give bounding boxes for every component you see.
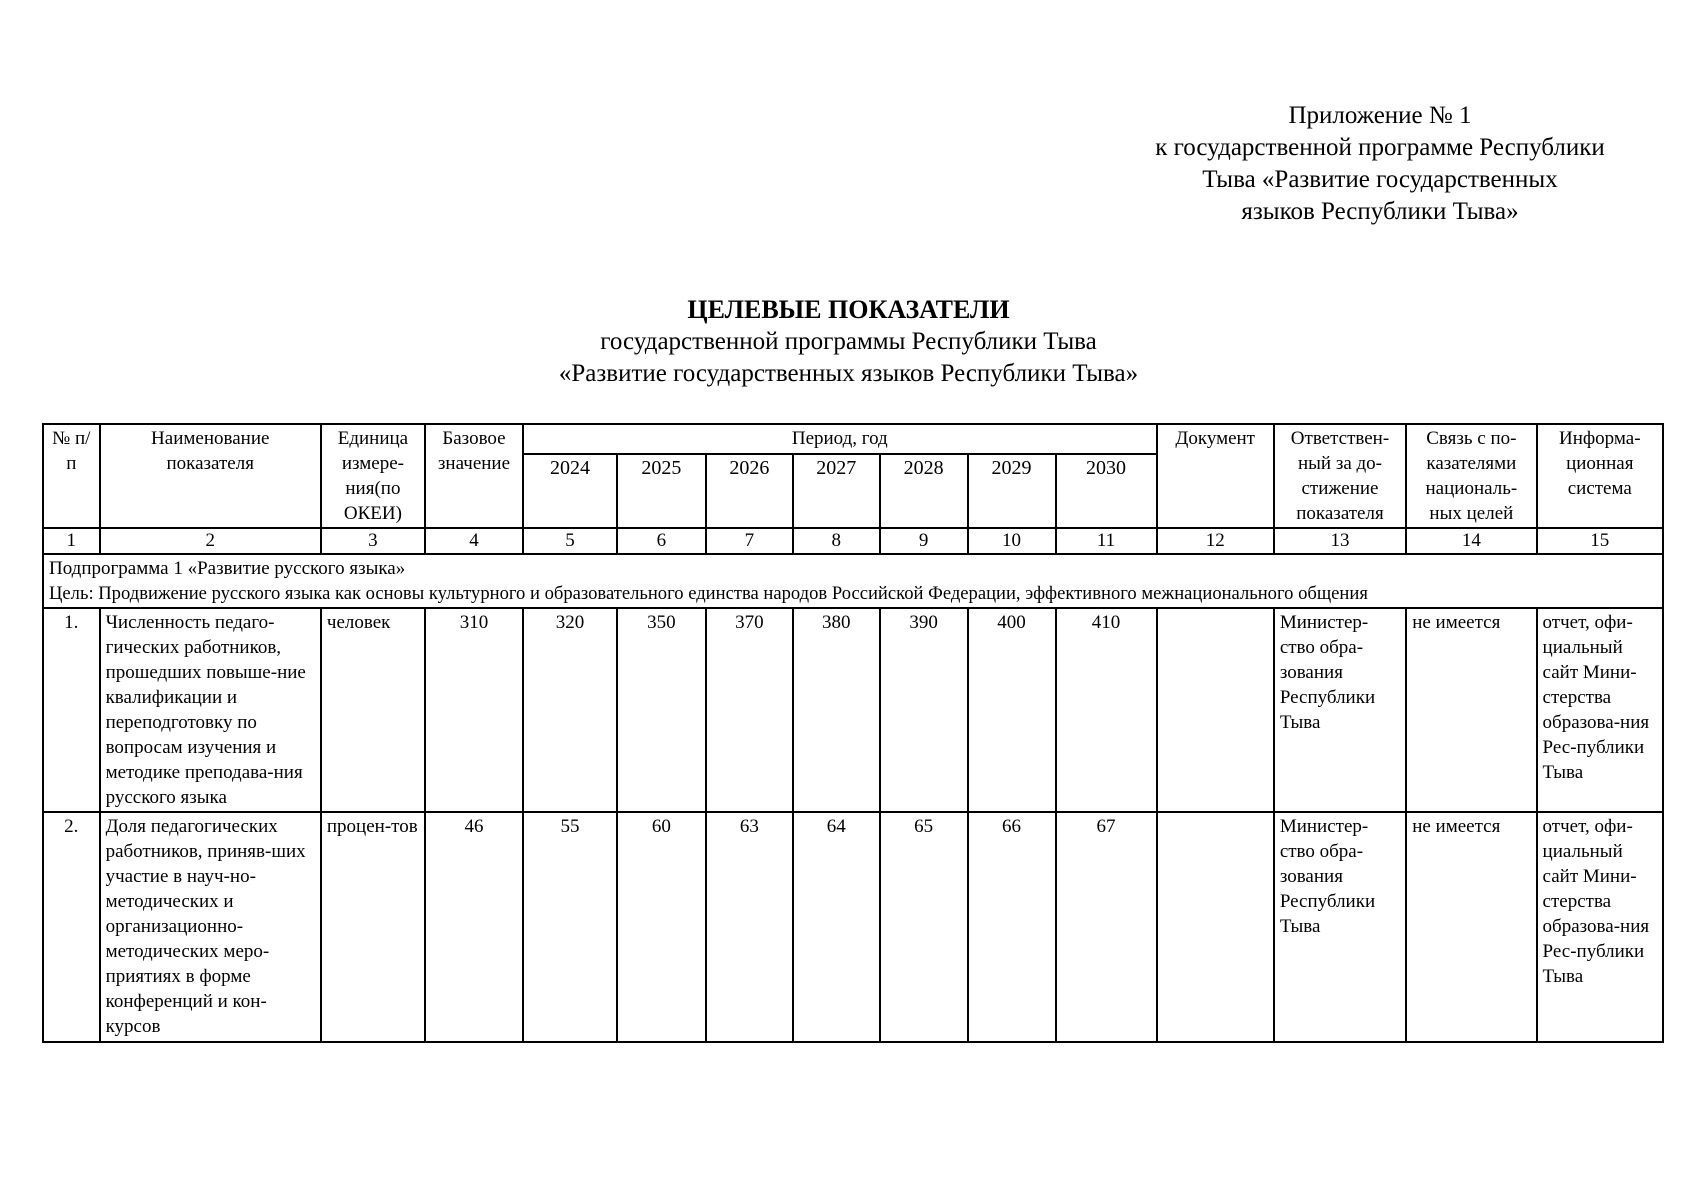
header-row [43, 424, 1663, 454]
header-link: Связь с по-казателями националь-ных целей [1406, 424, 1536, 528]
column-number: 1 [43, 528, 100, 554]
header-year: 2027 [793, 454, 880, 528]
column-number: 9 [880, 528, 968, 554]
header-num: № п/п [43, 424, 100, 528]
year-value: 67 [1056, 812, 1157, 1042]
responsible-cell: Министер-ство обра-зования Республики Тыва [1274, 608, 1406, 812]
table-row [43, 812, 1663, 1042]
column-number: 15 [1537, 528, 1663, 554]
appendix-line-4: языков Республики Тыва» [1241, 198, 1519, 225]
base-value: 46 [425, 812, 523, 1042]
table-row [43, 608, 1663, 812]
base-value: 310 [425, 608, 523, 812]
column-number: 10 [968, 528, 1056, 554]
target-indicators-table [42, 423, 1664, 1043]
responsible-cell: Министер-ство обра-зования Республики Тыва [1274, 812, 1406, 1042]
row-num: 2. [43, 812, 100, 1042]
column-number: 6 [617, 528, 706, 554]
document-cell [1157, 812, 1274, 1042]
year-value: 66 [968, 812, 1056, 1042]
year-value: 60 [617, 812, 706, 1042]
column-number: 11 [1056, 528, 1157, 554]
year-value: 400 [968, 608, 1056, 812]
year-value: 390 [880, 608, 968, 812]
document-title: ЦЕЛЕВЫЕ ПОКАЗАТЕЛИ [687, 295, 1010, 324]
subprogram-goal: Цель: Продвижение русского языка как основы культурного и образовательного единства народов Российской Федерации, эффективного межнационального общения [49, 583, 1368, 604]
header-name: Наименование показателя [100, 424, 321, 528]
header-document: Документ [1157, 424, 1274, 528]
indicator-unit: человек [321, 608, 425, 812]
header-period: Период, год [523, 424, 1157, 454]
indicator-name: Численность педаго-гических работников, прошедших повыше-ние квалификации и переподготовку по вопросам изучения и методике преподава-ния русского языка [100, 608, 321, 812]
header-responsible: Ответствен-ный за до-стижение показателя [1274, 424, 1406, 528]
document-subtitle-line-2: «Развитие государственных языков Республики Тыва» [558, 360, 1139, 387]
column-number: 12 [1157, 528, 1274, 554]
year-value: 350 [617, 608, 706, 812]
header-year: 2028 [880, 454, 968, 528]
column-number: 3 [321, 528, 425, 554]
appendix-line-1: Приложение № 1 [1288, 102, 1472, 129]
header-year: 2025 [617, 454, 706, 528]
column-number: 14 [1406, 528, 1536, 554]
header-year: 2026 [706, 454, 793, 528]
header-unit: Единица измере-ния(по ОКЕИ) [321, 424, 425, 528]
info-system-cell: отчет, офи-циальный сайт Мини-стерства образова-ния Рес-публики Тыва [1537, 608, 1663, 812]
link-cell: не имеется [1406, 608, 1536, 812]
link-cell: не имеется [1406, 812, 1536, 1042]
header-year: 2024 [523, 454, 617, 528]
info-system-cell: отчет, офи-циальный сайт Мини-стерства образова-ния Рес-публики Тыва [1537, 812, 1663, 1042]
subprogram-cell [43, 554, 1663, 608]
column-number: 13 [1274, 528, 1406, 554]
document-heading [0, 294, 1697, 390]
year-value: 65 [880, 812, 968, 1042]
column-number: 8 [793, 528, 880, 554]
column-number: 4 [425, 528, 523, 554]
appendix-line-2: к государственной программе Республики [1155, 134, 1605, 161]
document-subtitle-line-1: государственной программы Республики Тыва [600, 328, 1097, 355]
column-number-row [43, 528, 1663, 554]
header-info: Информа-ционная система [1537, 424, 1663, 528]
document-cell [1157, 608, 1274, 812]
year-value: 320 [523, 608, 617, 812]
year-value: 55 [523, 812, 617, 1042]
year-value: 370 [706, 608, 793, 812]
row-num: 1. [43, 608, 100, 812]
column-number: 5 [523, 528, 617, 554]
column-number: 2 [100, 528, 321, 554]
year-value: 64 [793, 812, 880, 1042]
subprogram-row [43, 554, 1663, 608]
subprogram-title: Подпрограмма 1 «Развитие русского языка» [49, 558, 406, 579]
year-value: 380 [793, 608, 880, 812]
header-year: 2029 [968, 454, 1056, 528]
year-value: 410 [1056, 608, 1157, 812]
year-value: 63 [706, 812, 793, 1042]
appendix-line-3: Тыва «Развитие государственных [1202, 166, 1558, 193]
column-number: 7 [706, 528, 793, 554]
header-base: Базовое значение [425, 424, 523, 528]
indicator-unit: процен-тов [321, 812, 425, 1042]
header-year: 2030 [1056, 454, 1157, 528]
indicator-name: Доля педагогических работников, приняв-ших участие в науч-но-методических и организационно-методических меро-приятиях в форме конференций и кон-курсов [100, 812, 321, 1042]
appendix-block [1080, 100, 1680, 228]
